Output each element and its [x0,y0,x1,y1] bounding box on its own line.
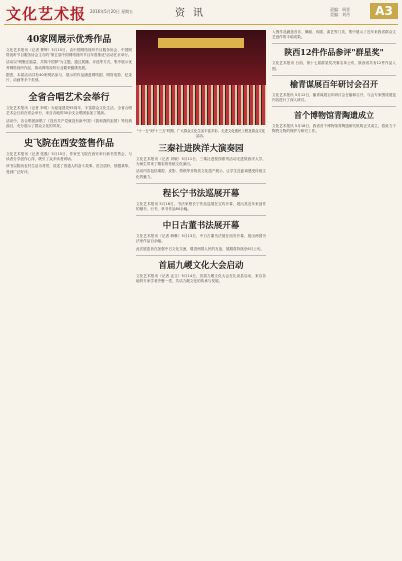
article [136,219,266,252]
article-paragraph: 活动以"网聚正能量、共筑中国梦"为主题，通过展播、评选等方式，集中展示优秀网络视听作品，推动网络视听行业繁荣健康发展。 [6,60,132,70]
divider [272,75,396,76]
middle-column [136,140,266,286]
newspaper-title: 文化艺术报 [6,5,87,23]
article-paragraph: 活动内容包括秦腔、皮影、剪纸等非物质文化遗产展示，让学生近距离感受传统文化的魅力。 [136,169,266,179]
divider [6,132,132,133]
divider [136,215,266,216]
article-paragraph: 文化艺术报讯（记者 张磊）5月15日，作家史飞院在西安举行新书签售会，与读者分享创作心得，吸引了众多读者到场。 [6,152,132,162]
divider [272,43,396,44]
article-title: 40家网展示优秀作品 [26,35,112,45]
divider [136,183,266,184]
article-paragraph: 文化艺术报讯 5月16日，书法家程长宁作品巡展在宝鸡开幕，展出其近年来创作的楷书、行书、草书作品80余幅。 [136,201,266,212]
article-title: 程长宁书法巡展开幕 [162,188,240,199]
masthead-divider [4,24,398,25]
article-paragraph: 文化艺术报讯（记者 李明）为迎接建党95周年，丰富群众文化生活，全省合唱艺术会日前在省会举行，来自各地的30余支合唱团参加了展演。 [6,106,132,116]
event-photo [136,30,266,125]
article [136,259,266,284]
article [272,47,396,71]
editor-info [330,7,350,17]
article [272,79,396,103]
article-paragraph: 文化艺术报讯 5月18日，我省首个博物馆青陶遗研究机构正式成立，将致力于陶瓷文物的保护与研究工作。 [272,124,396,134]
design-line: 美编：刘丹 [330,12,350,17]
photo-crowd [136,85,266,125]
article-title: 首个博物馆青陶遗成立 [294,110,374,121]
editor-line: 责编：周晋 [330,7,350,12]
article-title: 全省合唱艺术会举行 [28,93,110,104]
article-title: 首届九嵕文化大会启动 [158,260,244,271]
divider [272,106,396,107]
article-paragraph: 入围作品涵盖音乐、舞蹈、戏剧、曲艺等门类，集中展示了近年来我省群众文艺创作的丰硕成果。 [272,30,396,40]
divider [6,86,132,87]
issue-date: 2016年5月20日 星期五 [90,9,134,14]
left-column [6,30,132,177]
photo-caption: "十一五"到"十三五"时期，广大群众文化生活丰富多彩，走进文化惠民工程及群众文化活动。 [136,129,266,138]
article-paragraph: 文化艺术报讯（记者 孟文）5月14日，首届九嵕文化大会在礼泉县启动，来自各地的专家学者齐聚一堂，共话九嵕文化的传承与发展。 [136,273,266,284]
article-title: 陕西12件作品参评"群星奖" [284,47,384,58]
article-paragraph: 活动中，各合唱团演唱了《没有共产党就没有新中国》《我和我的祖国》等经典曲目，充分展示了群众文化的风采。 [6,118,132,128]
article-paragraph: 此次展览旨在加强中日文化交流，增进两国人民的友谊，展期将持续至6月上旬。 [136,246,265,251]
article-title: 史飞院在西安签售作品 [23,139,114,150]
article [136,142,266,180]
article-title: 中日古董书法展开幕 [162,221,240,232]
article-title: 三秦社进陕洋大演奏园 [158,144,244,154]
right-column [272,30,396,137]
article-paragraph: 该书以陕西农村生活为背景，讲述了普通人的奋斗故事，语言质朴，情感真挚，受到广泛好评。 [6,164,132,174]
article [272,110,396,134]
article-paragraph: 据悉，本届活动共有40家网站参与，展示的作品涵盖网络剧、网络电影、纪录片、动画等多个类别。 [6,72,132,83]
article [6,32,132,83]
section-title: 资讯 [175,8,211,19]
article [136,187,266,212]
article-paragraph: 文化艺术报讯 日前，第十七届群星奖决赛名单公布，陕西省共有12件作品入围。 [272,61,396,71]
photo-banner [158,38,244,48]
divider [136,255,266,256]
article-paragraph: 文化艺术报讯 5月12日，榆青谋展百年研讨会在榆林召开，与会专家围绕展览内容进行了深入研讨。 [272,92,396,103]
page-number: A3 [370,3,398,19]
article [6,136,132,175]
article [6,90,132,129]
article-paragraph: 文化艺术报讯（记者 刘敏）5月11日，三秦社进校园系列活动走进陕西洋大学，为师生带来了精彩的传统文化演出。 [136,157,266,167]
article-paragraph: 文化艺术报讯（记者 韩琳）5月13日，中日古董书法展在西安开幕，展出两国书法家作品百余幅。 [136,234,266,244]
article-paragraph: 文化艺术报讯（记者 曹辉）5月15日，由中国网络视听节目服务协会、中国网络视听节目服务协会主办的"第五届中国网络视听节目年度推优"活动在京举行。 [6,48,132,58]
article-title: 榆青谋展百年研讨会召开 [290,78,378,89]
